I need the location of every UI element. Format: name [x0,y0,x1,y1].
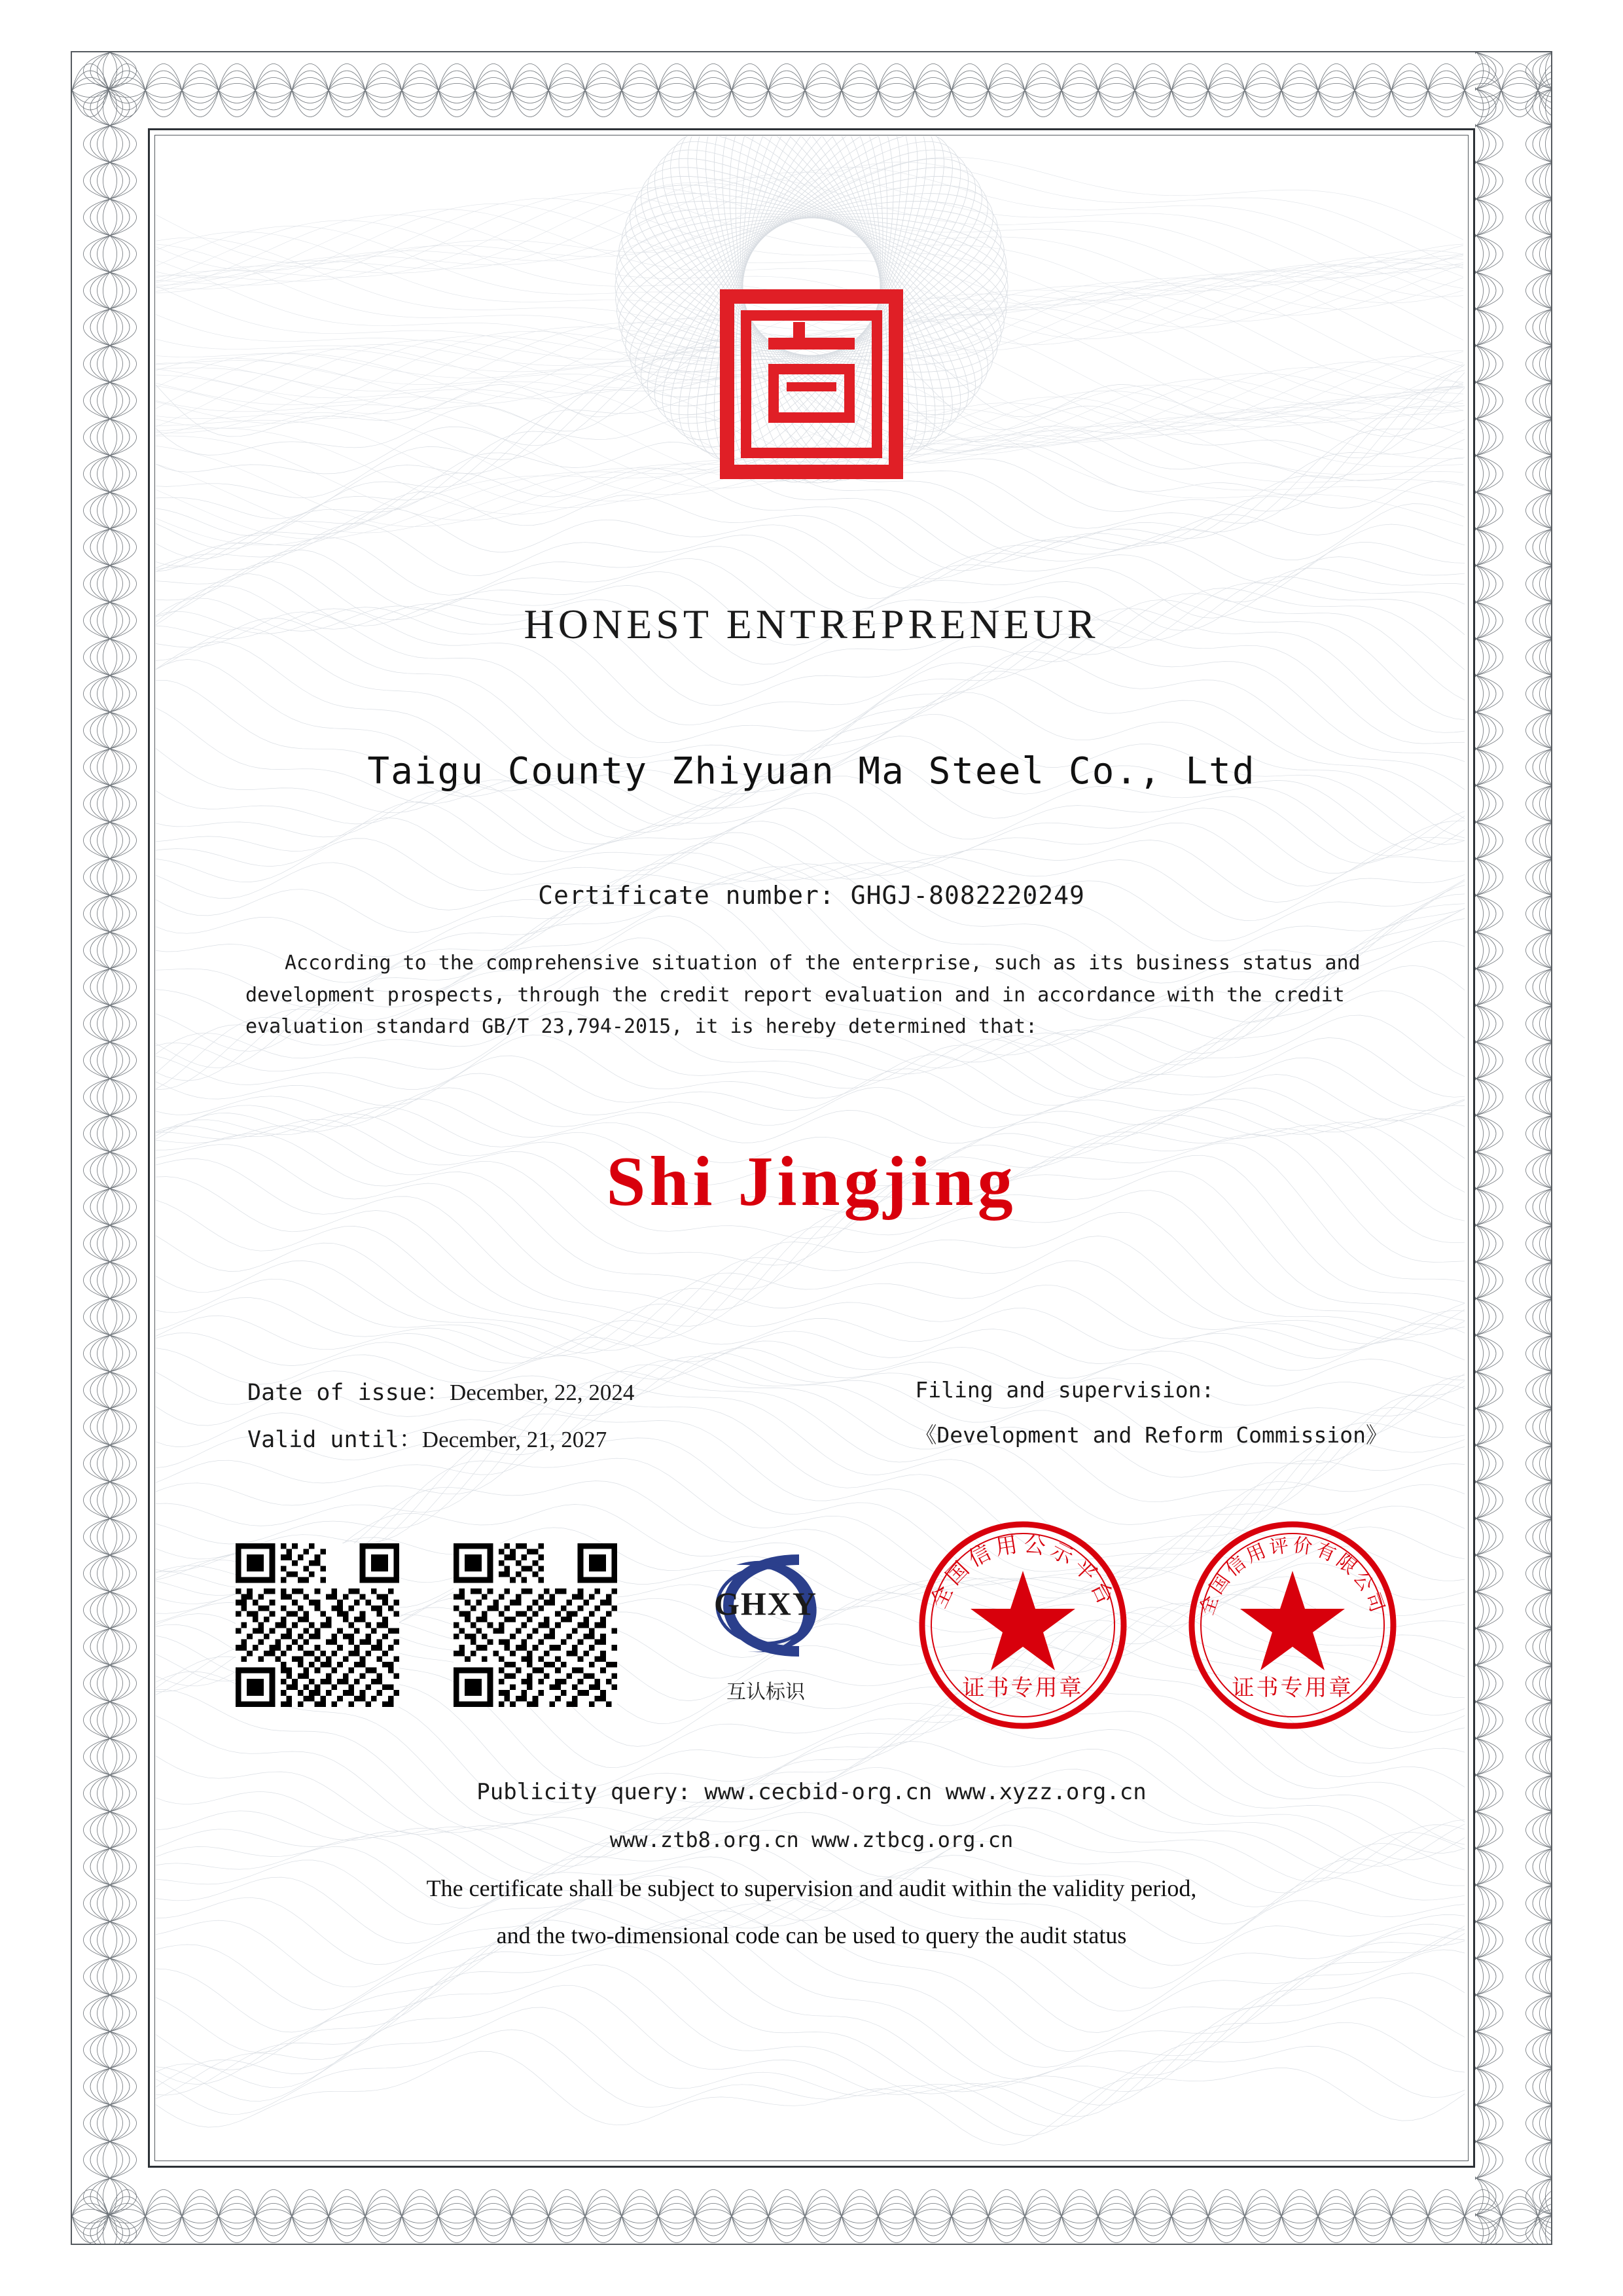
meta-row [157,1374,1466,1469]
page-title: HONEST ENTREPRENEUR [524,601,1099,647]
body-paragraph-text: According to the comprehensive situation of the enterprise, such as its business status and development prospects, through the credit report evaluation and in accordance with the credit evaluation standard GB/T 23,794-2015, it is hereby determined that: [245,952,1361,1039]
filing-value: 《Development and Reform Commission》 [915,1422,1387,1448]
filing-label: Filing and supervision: [915,1376,1215,1403]
qr-code-right[interactable] [454,1543,617,1707]
company-name: Taigu County Zhiyuan Ma Steel Co., Ltd [367,750,1256,793]
certificate-number [157,881,1466,910]
footer-block [157,1779,1466,1949]
ghxy-caption: 互认标识 [726,1681,805,1704]
date-of-issue-line [247,1374,634,1407]
notice-line-2: and the two-dimensional code can be used to query the audit status [496,1922,1127,1948]
svg-text:GHXY: GHXY [714,1585,817,1623]
valid-until-value: December, 21, 2027 [421,1426,607,1452]
certificate-content [157,139,1466,2157]
badges-row [157,1517,1466,1733]
chinese-seal-emblem-icon [700,283,923,486]
svg-text:证书专用章: 证书专用章 [962,1674,1083,1701]
valid-until-line [247,1422,634,1454]
date-of-issue-value: December, 22, 2024 [449,1379,635,1405]
certificate-number-value: GHGJ-8082220249 [850,881,1085,910]
issue-dates-block [247,1374,634,1469]
publicity-query-line-2: www.ztb8.org.cn www.ztbcg.org.cn [609,1827,1014,1852]
body-paragraph [245,948,1378,1043]
certificate-number-label: Certificate number: [538,881,835,910]
date-of-issue-label: Date of issue： [247,1379,450,1406]
valid-until-label: Valid until： [247,1426,422,1453]
publicity-query-line: Publicity query: www.cecbid-org.cn www.xyzz.org.cn [476,1778,1147,1805]
seal-right [1185,1517,1400,1733]
svg-text:全国信用评价有限公司: 全国信用评价有限公司 [1195,1533,1390,1618]
notice-line-1: The certificate shall be subject to supervision and audit within the validity period, [426,1874,1197,1901]
svg-text:全国信用公示平台: 全国信用公示平台 [925,1530,1120,1612]
filing-block [915,1374,1387,1465]
svg-text:证书专用章: 证书专用章 [1232,1674,1353,1701]
awardee-name: Shi Jingjing [606,1142,1017,1221]
seal-left [915,1517,1131,1733]
qr-code-left[interactable] [236,1543,399,1707]
ghxy-logo [671,1545,861,1704]
